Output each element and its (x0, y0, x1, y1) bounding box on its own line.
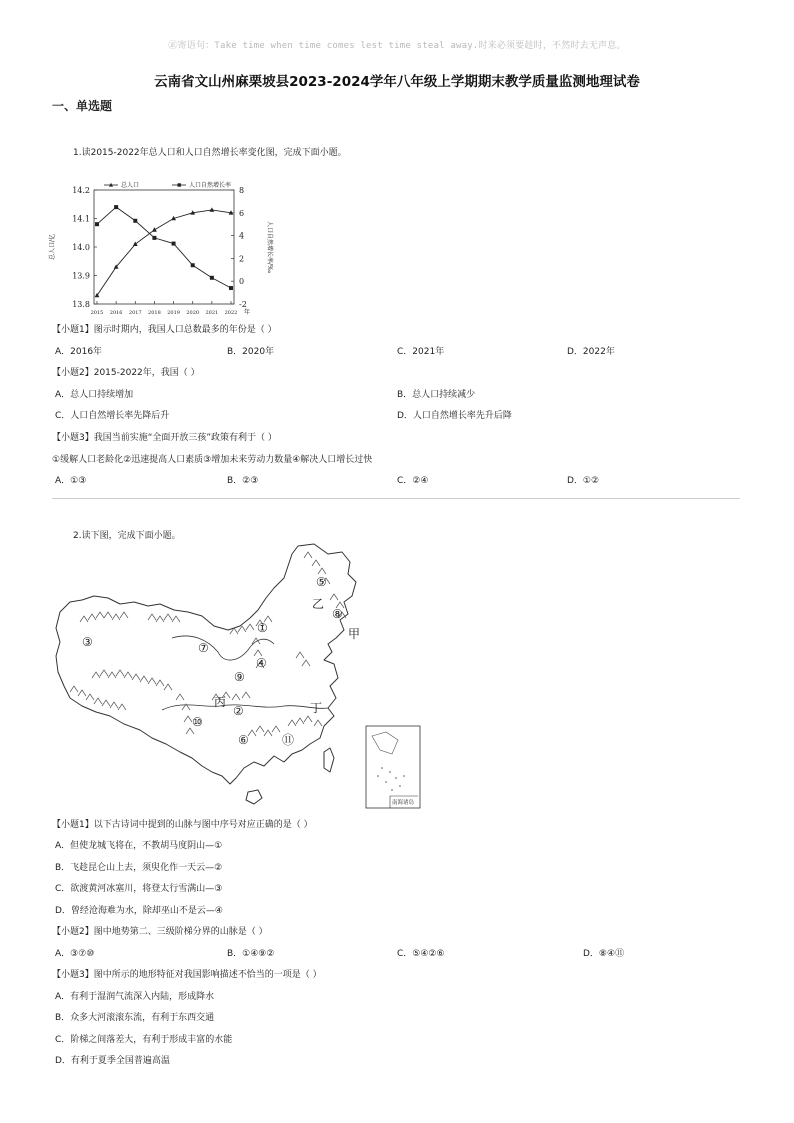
left-tick-label: 14.2 (72, 186, 90, 195)
q1-sub1-stem: 【小题1】图示时期内，我国人口总数最多的年份是（ ） (52, 325, 277, 335)
map-label-10: ⑩ (192, 715, 203, 729)
series-line-1 (97, 210, 231, 296)
x-tick-label: 2019 (167, 310, 180, 316)
question-divider (52, 498, 740, 499)
right-tick-label: -2 (239, 300, 247, 309)
q1-sub2-option-a[interactable]: A．总人口持续增加 (55, 390, 134, 400)
q1-sub1-option-b[interactable]: B．2020年 (227, 347, 275, 357)
q2-sub2-stem: 【小题2】图中地势第二、三级阶梯分界的山脉是（ ） (52, 927, 268, 937)
left-tick-label: 13.9 (72, 271, 90, 281)
x-suffix-label: 年 (244, 309, 251, 316)
q2-sub2-option-c[interactable]: C．⑤④②⑥ (397, 949, 445, 959)
growth-rate-point (210, 276, 214, 280)
page-title: 云南省文山州麻栗坡县2023-2024学年八年级上学期期末教学质量监测地理试卷 (154, 74, 640, 90)
q2-sub2-option-d[interactable]: D．⑧④⑪ (583, 949, 625, 959)
total-population-point (133, 242, 138, 246)
q2-sub1-option-c[interactable]: C．欲渡黄河冰塞川，将登太行雪满山—③ (55, 884, 223, 894)
q2-sub1-option-b[interactable]: B．飞趁昆仑山上去，须臾化作一天云—② (55, 863, 223, 873)
right-tick-label: 8 (239, 186, 245, 195)
growth-rate-point (172, 242, 176, 246)
q1-sub3-option-c[interactable]: C．②④ (397, 476, 429, 486)
q1-sub2-option-d[interactable]: D．人口自然增长率先升后降 (397, 411, 512, 421)
q1-sub2-option-c[interactable]: C．人口自然增长率先降后升 (55, 411, 170, 421)
q1-sub3-option-a[interactable]: A．①③ (55, 476, 87, 486)
x-tick-label: 2015 (90, 310, 104, 316)
q1-sub2-option-b[interactable]: B．总人口持续减少 (397, 390, 476, 400)
china-outline (56, 544, 356, 784)
growth-rate-point (114, 205, 118, 209)
left-tick-label: 14.1 (72, 214, 90, 224)
taiwan-island (324, 748, 334, 772)
map-label-4: ④ (256, 656, 267, 670)
growth-rate-point (133, 219, 137, 223)
x-tick-label: 2017 (128, 310, 142, 316)
q2-sub3-option-b[interactable]: B．众多大河滚滚东流，有利于东西交通 (55, 1013, 215, 1023)
q2-sub3-option-a[interactable]: A．有利于湿润气流深入内陆，形成降水 (55, 992, 215, 1002)
q2-sub2-option-a[interactable]: A．③⑦⑩ (55, 949, 95, 959)
legend-label-growth: 人口自然增长率 (189, 182, 232, 189)
map-label-11: ⑪ (282, 733, 295, 747)
growth-rate-point (152, 236, 156, 240)
right-tick-label: 2 (239, 254, 245, 264)
total-population-point (152, 227, 157, 231)
growth-rate-point (95, 222, 99, 226)
map-letter-jia: 甲 (348, 627, 361, 641)
legend-label-total: 总人口 (121, 182, 140, 189)
q2-sub1-option-d[interactable]: D．曾经沧海难为水，除却巫山不是云—④ (55, 906, 223, 916)
map-label-7: ⑦ (198, 641, 209, 655)
map-number-labels (82, 575, 343, 747)
left-tick-label: 13.8 (72, 300, 90, 309)
q2-sub3-stem: 【小题3】图中所示的地形特征对我国影响描述不恰当的一项是（ ） (52, 970, 322, 980)
q1-sub1-option-a[interactable]: A．2016年 (55, 347, 103, 357)
x-tick-label: 2022 (224, 310, 238, 316)
x-tick-label: 2021 (205, 310, 219, 316)
map-letter-ding: 丁 (310, 701, 323, 715)
right-tick-label: 0 (239, 277, 245, 287)
map-label-3: ③ (82, 635, 93, 649)
x-tick-label: 2018 (148, 310, 161, 316)
q2-intro: 2.读下图，完成下面小题。 (73, 531, 181, 541)
q2-sub1-option-a[interactable]: A．但使龙城飞将在，不教胡马度阴山—① (55, 841, 223, 851)
map-label-9: ⑨ (234, 670, 245, 684)
q1-sub3-statements: ①缓解人口老龄化②迅速提高人口素质③增加未来劳动力数量④解决人口增长过快 (52, 455, 373, 465)
x-tick-label: 2020 (186, 310, 200, 316)
watermark: ㊣寄语句：Take time when time comes lest time steal away.时来必须要趁时，不然时去无声息。 (168, 41, 626, 51)
total-population-point (209, 207, 214, 211)
q1-sub1-option-d[interactable]: D．2022年 (567, 347, 615, 357)
q1-intro: 1.读2015-2022年总人口和人口自然增长率变化图，完成下面小题。 (73, 148, 347, 158)
map-letter-yi: 乙 (312, 597, 325, 611)
map-label-6: ⑥ (238, 733, 249, 747)
map-label-1: ① (257, 621, 268, 635)
hainan-island (246, 790, 262, 804)
growth-rate-point (229, 286, 233, 290)
population-chart (42, 178, 274, 320)
q2-sub3-option-c[interactable]: C．阶梯之间落差大，有利于形成丰富的水能 (55, 1035, 233, 1045)
map-label-2: ② (233, 704, 244, 718)
inset-caption: 南海诸岛 (392, 800, 415, 806)
south-china-sea-inset (366, 726, 420, 808)
growth-rate-point (191, 263, 195, 267)
y-axis-right-label: 人口自然增长率/‰ (266, 220, 273, 274)
map-label-5: ⑤ (316, 575, 327, 589)
left-tick-label: 14.0 (72, 243, 90, 252)
q1-sub1-option-c[interactable]: C．2021年 (397, 347, 445, 357)
q1-sub3-option-d[interactable]: D．①② (567, 476, 600, 486)
map-letter-bing: 丙 (214, 695, 227, 709)
q2-sub2-option-b[interactable]: B．①④⑨② (227, 949, 275, 959)
q2-sub1-stem: 【小题1】以下古诗词中提到的山脉与图中序号对应正确的是（ ） (52, 820, 313, 830)
china-terrain-map (52, 540, 424, 812)
right-tick-label: 6 (239, 208, 245, 218)
section-title: 一、单选题 (52, 99, 113, 113)
q1-sub3-stem: 【小题3】我国当前实施“全面开放三孩”政策有利于（ ） (52, 433, 277, 443)
map-label-8: ⑧ (332, 607, 343, 621)
q1-sub3-option-b[interactable]: B．②③ (227, 476, 259, 486)
legend-marker-growth (178, 183, 181, 186)
q1-sub2-stem: 【小题2】2015-2022年，我国（ ） (52, 368, 200, 378)
y-axis-left-label: 总人口/亿 (49, 233, 56, 261)
q2-sub3-option-d[interactable]: D．有利于夏季全国普遍高温 (55, 1056, 170, 1066)
right-tick-label: 4 (239, 231, 245, 241)
x-tick-label: 2016 (109, 310, 123, 316)
